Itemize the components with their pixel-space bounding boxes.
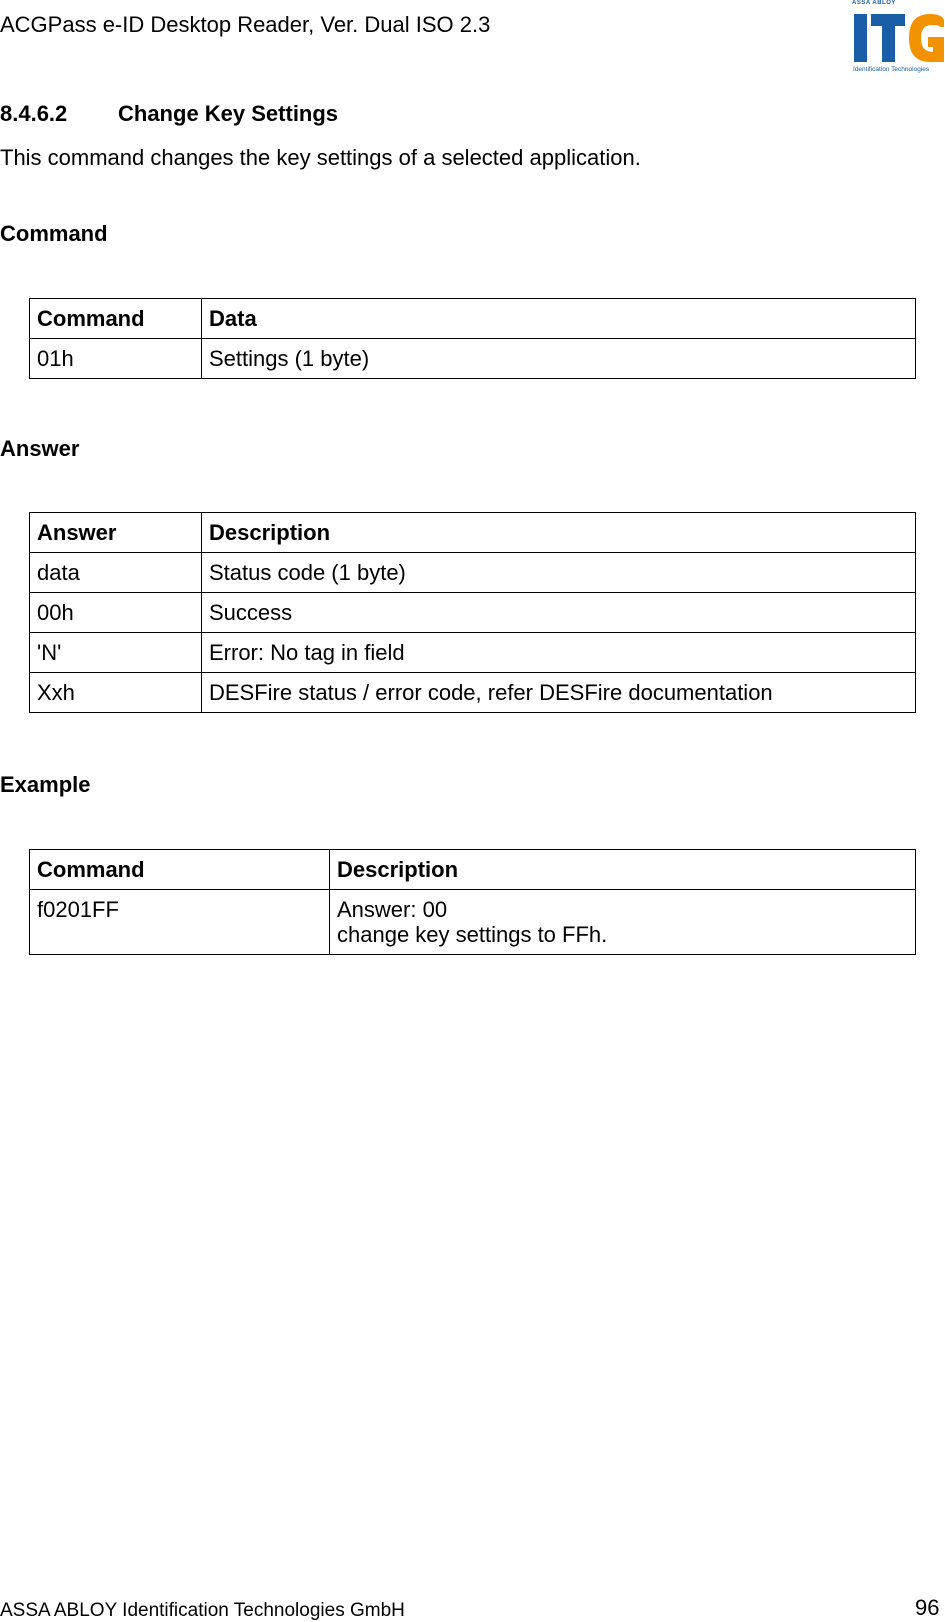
table-cell (330, 890, 916, 955)
table-cell: Error: No tag in field (202, 633, 916, 673)
table-header-row (30, 513, 916, 553)
section-heading (0, 101, 338, 127)
table-header-row (30, 299, 916, 339)
command-table (29, 298, 916, 379)
column-header: Command (30, 299, 202, 339)
itg-logo (852, 0, 945, 80)
table-cell: 01h (30, 339, 202, 379)
table-cell: 'N' (30, 633, 202, 673)
section-number: 8.4.6.2 (0, 101, 68, 126)
example-description-line: change key settings to FFh. (337, 922, 608, 947)
logo-top-text: ASSA ABLOY (852, 0, 896, 6)
table-cell: f0201FF (30, 890, 330, 955)
table-row (30, 673, 916, 713)
itg-logo-mark-icon (852, 10, 945, 66)
table-row (30, 593, 916, 633)
document-title: ACGPass e-ID Desktop Reader, Ver. Dual ISO 2.3 (0, 12, 491, 37)
table-header-row (30, 850, 916, 890)
section-intro: This command changes the key settings of a selected application. (0, 145, 641, 170)
section-title: Change Key Settings (118, 101, 339, 126)
logo-bottom-text: Identification Technologies (853, 66, 930, 73)
example-answer-line: Answer: 00 (337, 897, 448, 922)
table-cell: data (30, 553, 202, 593)
table-cell: Status code (1 byte) (202, 553, 916, 593)
table-row (30, 339, 916, 379)
column-header: Data (202, 299, 916, 339)
table-cell: DESFire status / error code, refer DESFire documentation (202, 673, 916, 713)
example-heading: Example (0, 772, 91, 797)
answer-heading: Answer (0, 436, 80, 461)
table-row (30, 890, 916, 955)
column-header: Description (202, 513, 916, 553)
column-header: Answer (30, 513, 202, 553)
table-row (30, 553, 916, 593)
command-heading: Command (0, 221, 108, 246)
table-cell: 00h (30, 593, 202, 633)
table-row (30, 633, 916, 673)
answer-table (29, 512, 916, 713)
table-cell: Xxh (30, 673, 202, 713)
column-header: Description (330, 850, 916, 890)
column-header: Command (30, 850, 330, 890)
table-cell: Settings (1 byte) (202, 339, 916, 379)
table-cell: Success (202, 593, 916, 633)
page-number: 96 (915, 1595, 940, 1620)
footer-company: ASSA ABLOY Identification Technologies GmbH (0, 1600, 405, 1621)
example-table (29, 849, 916, 955)
